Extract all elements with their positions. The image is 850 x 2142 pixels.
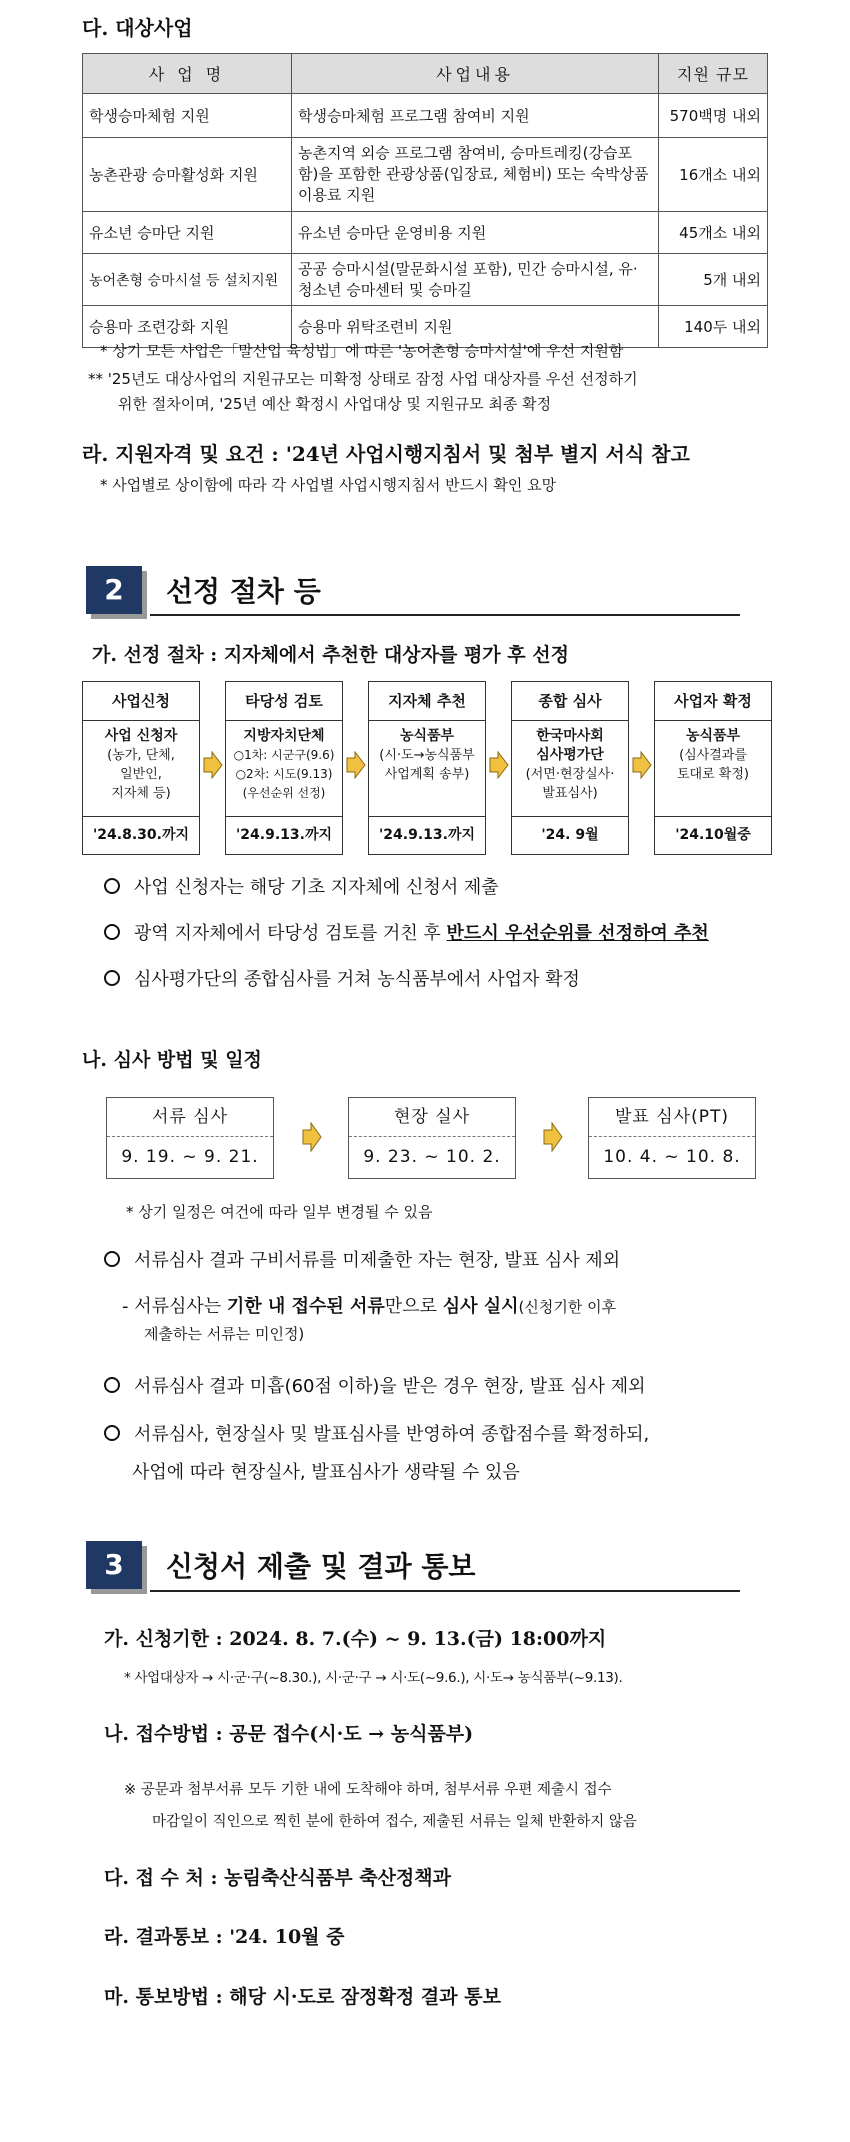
circle-bullet-icon [104,1425,120,1441]
schedule-date: 9. 23. ~ 10. 2. [363,1147,501,1167]
table-cell: 570백명 내외 [659,94,768,138]
step-actor: 사업 신청자 [104,728,178,744]
table-header: 지원 규모 [659,54,768,94]
note: 위한 절차이며, '25년 예산 확정시 사업대상 및 지원규모 최종 확정 [118,395,552,413]
item-method: 나. 접수방법 : 공문 접수(시·도 → 농식품부) [104,1723,474,1745]
circle-bullet-icon [104,1377,120,1393]
table-cell: 16개소 내외 [659,138,768,212]
note: * 상기 모든 사업은「말산업 육성법」에 따른 '농어촌형 승마시설'에 우선 지원함 [100,342,624,360]
bullet-text-emphasis: 반드시 우선순위를 선정하여 추천 [446,923,709,944]
step-detail: ○2차: 시도(9.13) [235,767,333,781]
table-cell: 140두 내외 [659,306,768,348]
step-detail: (농가, 단체, [107,748,175,763]
schedule-document-review [106,1097,274,1179]
circle-bullet-icon [104,970,120,986]
step-actor: 한국마사회 [536,728,604,744]
bullet-item [104,919,709,945]
table-cell: 5개 내외 [659,254,768,306]
note: * 상기 일정은 여건에 따라 일부 변경될 수 있음 [126,1203,433,1221]
step-deadline: '24.9.13.까지 [379,827,475,843]
arrow-right-icon [632,751,652,779]
table-header: 사업내용 [292,54,659,94]
business-table [82,53,768,348]
item-result: 라. 결과통보 : '24. 10월 중 [104,1926,345,1948]
process-step-evaluation [511,681,629,855]
item-deadline: 가. 신청기한 : 2024. 8. 7.(수) ~ 9. 13.(금) 18:00까지 [104,1628,607,1650]
schedule-head: 현장 실사 [349,1098,515,1137]
table-row [83,254,768,306]
table-cell: 승용마 위탁조련비 지원 [292,306,659,348]
section-number: 2 [86,566,142,614]
bullet-text: 사업 신청자는 해당 기초 지자체에 신청서 제출 [134,877,499,898]
bullet-item [104,1420,649,1446]
table-cell: 유소년 승마단 운영비용 지원 [292,212,659,254]
process-step-review [225,681,343,855]
item-office: 다. 접 수 처 : 농림축산식품부 축산정책과 [104,1867,451,1889]
dash-item-continued: 제출하는 서류는 미인정) [144,1325,305,1343]
bullet-text: 광역 지자체에서 타당성 검토를 거친 후 [134,923,447,944]
item-notice: 마. 통보방법 : 해당 시·도로 잠정확정 결과 통보 [104,1986,501,2008]
step-deadline: '24.10월중 [675,827,751,843]
schedule-date: 9. 19. ~ 9. 21. [121,1147,259,1167]
step-deadline: '24.8.30.까지 [93,827,189,843]
table-row [83,94,768,138]
step-body [226,721,342,817]
step-detail: (심사결과를 [679,748,747,763]
bullet-text: 서류심사, 현장실사 및 발표심사를 반영하여 종합점수를 확정하되, [134,1424,650,1445]
step-head: 사업자 확정 [655,682,771,721]
schedule-site-inspection [348,1097,516,1179]
section-title-target-business: 다. 대상사업 [82,16,193,40]
arrow-right-icon [346,751,366,779]
note: ※ 공문과 첨부서류 모두 기한 내에 도착해야 하며, 첨부서류 우편 제출시 접수 [124,1782,612,1798]
step-actor: 심사평가단 [536,747,604,763]
schedule-presentation [588,1097,756,1179]
circle-bullet-icon [104,924,120,940]
section-title-eligibility: 라. 지원자격 및 요건 : '24년 사업시행지침서 및 첨부 별지 서식 참고 [82,442,690,466]
step-detail: 일반인, [120,767,162,782]
schedule-head: 발표 심사(PT) [589,1098,755,1137]
dash-text: - 서류심사는 [122,1296,227,1317]
step-detail: 지자체 등) [111,786,171,801]
table-cell: 유소년 승마단 지원 [83,212,292,254]
step-actor: 지방자치단체 [243,728,325,744]
step-deadline: '24.9.13.까지 [236,827,332,843]
step-head: 지자체 추천 [369,682,485,721]
step-detail: 사업계획 송부) [384,767,470,782]
note: ** '25년도 대상사업의 지원규모는 미확정 상태로 잠정 사업 대상자를 우선 선정하기 [88,370,638,388]
step-actor: 농식품부 [685,728,741,744]
circle-bullet-icon [104,878,120,894]
dash-text: 만으로 [384,1296,443,1317]
arrow-right-icon [203,751,223,779]
step-body [512,721,628,817]
step-body [83,721,199,817]
bullet-item [104,1246,620,1272]
section-underline [150,614,740,616]
table-cell: 농어촌형 승마시설 등 설치지원 [83,254,292,306]
step-detail: 토대로 확정) [677,767,749,782]
step-detail: (시·도→농식품부 [379,748,475,763]
step-head: 종합 심사 [512,682,628,721]
dash-text-emphasis: 심사 실시 [442,1296,519,1317]
step-head: 타당성 검토 [226,682,342,721]
schedule-date: 10. 4. ~ 10. 8. [603,1147,741,1167]
step-body [369,721,485,817]
table-cell: 학생승마체험 지원 [83,94,292,138]
step-body [655,721,771,817]
step-head: 사업신청 [83,682,199,721]
section-underline [150,1590,740,1592]
arrow-right-icon [543,1122,563,1152]
arrow-right-icon [302,1122,322,1152]
arrow-right-icon [489,751,509,779]
table-cell: 공공 승마시설(말문화시설 포함), 민간 승마시설, 유·청소년 승마센터 및 승마길 [292,254,659,306]
section-title: 신청서 제출 및 결과 통보 [166,1550,476,1583]
table-header: 사 업 명 [83,54,292,94]
subsection-title: 나. 심사 방법 및 일정 [82,1049,262,1071]
bullet-text: 서류심사 결과 미흡(60점 이하)을 받은 경우 현장, 발표 심사 제외 [134,1376,646,1397]
table-row [83,212,768,254]
table-header-row [83,54,768,94]
table-cell: 45개소 내외 [659,212,768,254]
bullet-item [104,873,499,899]
process-step-confirm [654,681,772,855]
table-cell: 승용마 조련강화 지원 [83,306,292,348]
note: * 사업대상자 → 시·군·구(~8.30.), 시·군·구 → 시·도(~9.6.), 시·도→ 농식품부(~9.13). [124,1670,623,1686]
dash-text-emphasis: 기한 내 접수된 서류 [226,1296,385,1317]
bullet-item [104,1372,645,1398]
step-actor: 농식품부 [399,728,455,744]
section-title: 선정 절차 등 [166,575,321,608]
circle-bullet-icon [104,1251,120,1267]
table-cell: 학생승마체험 프로그램 참여비 지원 [292,94,659,138]
schedule-head: 서류 심사 [107,1098,273,1137]
step-detail: (우선순위 선정) [242,786,326,800]
process-step-apply [82,681,200,855]
bullet-text: 서류심사 결과 구비서류를 미제출한 자는 현장, 발표 심사 제외 [134,1250,621,1271]
step-deadline: '24. 9월 [541,827,599,843]
step-detail: (서면·현장실사· [525,767,615,782]
table-row [83,138,768,212]
process-step-recommend [368,681,486,855]
note: * 사업별로 상이함에 따라 각 사업별 사업시행지침서 반드시 확인 요망 [100,476,557,494]
bullet-text: 심사평가단의 종합심사를 거쳐 농식품부에서 사업자 확정 [134,969,580,990]
step-detail: 발표심사) [542,786,598,801]
note: 마감일이 직인으로 찍힌 분에 한하여 접수, 제출된 서류는 일체 반환하지 않음 [152,1814,637,1830]
bullet-text-continued: 사업에 따라 현장실사, 발표심사가 생략될 수 있음 [132,1462,520,1483]
table-cell: 농촌지역 외승 프로그램 참여비, 승마트레킹(강습포함)을 포함한 관광상품(입장료, 체험비) 또는 숙박상품 이용료 지원 [292,138,659,212]
dash-item [122,1292,616,1318]
subsection-title: 가. 선정 절차 : 지자체에서 추천한 대상자를 평가 후 선정 [92,644,569,666]
section-number: 3 [86,1541,142,1589]
dash-text: (신청기한 이후 [518,1298,617,1316]
step-detail: ○1차: 시군구(9.6) [233,748,335,762]
table-cell: 농촌관광 승마활성화 지원 [83,138,292,212]
bullet-item [104,965,580,991]
